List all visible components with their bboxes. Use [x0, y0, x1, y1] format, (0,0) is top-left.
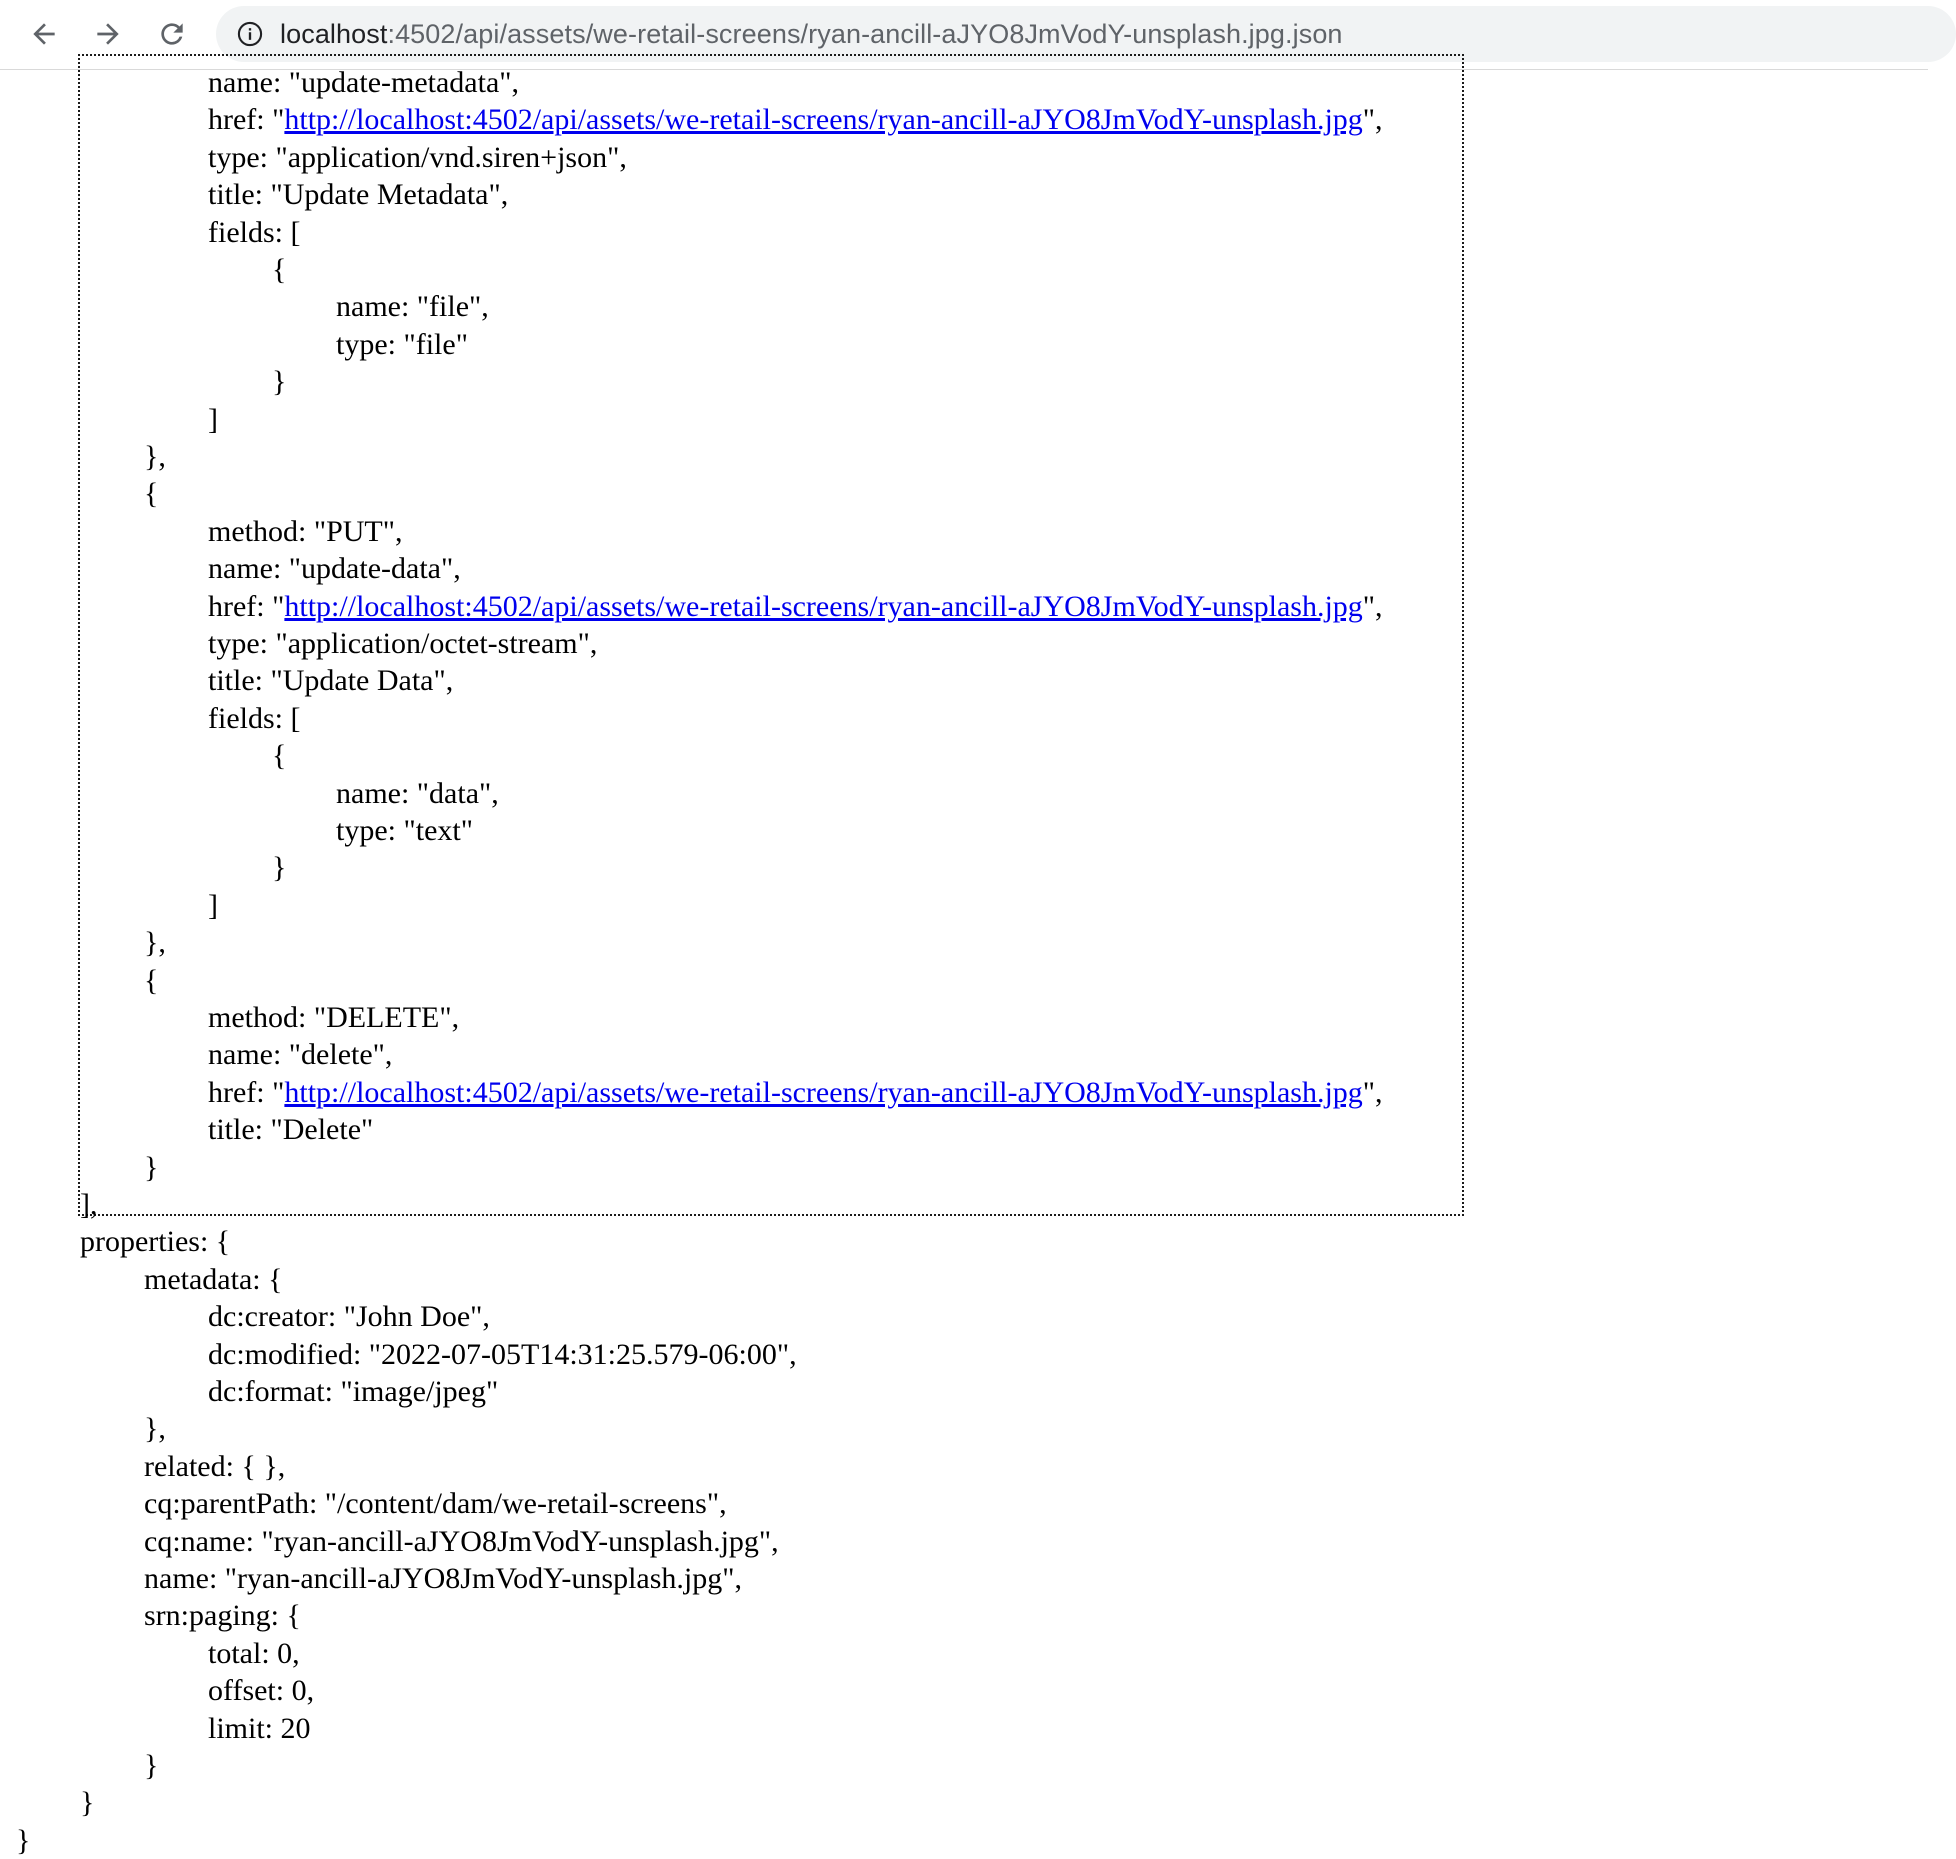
json-line: name: "data",	[336, 776, 499, 810]
json-line: }	[272, 365, 287, 399]
json-line: {	[144, 963, 159, 997]
json-line: title: "Delete"	[208, 1113, 374, 1147]
json-line: name: "update-data",	[208, 552, 461, 586]
json-line: limit: 20	[208, 1711, 311, 1745]
json-line: type: "text"	[336, 814, 473, 847]
json-line: },	[144, 1412, 166, 1446]
json-line: {	[272, 253, 287, 286]
json-punctuation: ",	[1362, 1075, 1383, 1109]
json-line	[208, 101, 1383, 138]
href-link[interactable]: http://localhost:4502/api/assets/we-retail-screens/ryan-ancill-aJYO8JmVodY-unsplash.jpg	[284, 1075, 1363, 1109]
json-line: fields: [	[208, 701, 301, 735]
json-line: title: "Update Metadata",	[208, 178, 509, 212]
json-line: }	[16, 1823, 31, 1857]
json-line: ]	[208, 402, 218, 436]
json-line: type: "file"	[336, 327, 468, 361]
json-line: related: { },	[144, 1449, 286, 1483]
url-text[interactable]	[280, 19, 1343, 50]
info-circle-icon[interactable]	[236, 20, 264, 48]
json-line: }	[80, 1786, 95, 1820]
json-line: type: "application/vnd.siren+json",	[208, 140, 627, 174]
json-line: }	[272, 851, 287, 885]
json-line: cq:name: "ryan-ancill-aJYO8JmVodY-unsplash.jpg",	[144, 1524, 779, 1558]
json-line: method: "PUT",	[208, 514, 403, 548]
json-line: dc:modified: "2022-07-05T14:31:25.579-06:00",	[208, 1337, 797, 1371]
json-line: offset: 0,	[208, 1674, 315, 1708]
json-line: },	[144, 926, 166, 960]
json-punctuation: ",	[1362, 103, 1383, 137]
json-line	[208, 588, 1383, 625]
json-line: name: "ryan-ancill-aJYO8JmVodY-unsplash.jpg",	[144, 1562, 743, 1595]
json-key: href: "	[208, 103, 285, 137]
json-line: metadata: {	[144, 1262, 283, 1296]
json-line: name: "delete",	[208, 1038, 393, 1072]
page-content	[0, 66, 1928, 1857]
json-line: },	[144, 440, 166, 473]
url-host: localhost	[280, 18, 388, 49]
arrow-right-icon	[92, 18, 124, 50]
reload-icon	[156, 18, 188, 50]
json-line: dc:creator: "John Doe",	[208, 1300, 490, 1334]
json-key: href: "	[208, 589, 285, 623]
json-line: {	[144, 477, 159, 511]
json-line: dc:format: "image/jpeg"	[208, 1375, 499, 1408]
json-line: title: "Update Data",	[208, 664, 454, 698]
json-line: cq:parentPath: "/content/dam/we-retail-screens",	[144, 1487, 727, 1521]
json-line: name: "file",	[336, 290, 489, 324]
json-line: ]	[208, 888, 218, 922]
json-line: ],	[80, 1188, 98, 1221]
json-line: name: "update-metadata",	[208, 66, 520, 99]
back-button[interactable]	[20, 10, 68, 58]
json-line: }	[144, 1749, 159, 1782]
json-line: srn:paging: {	[144, 1599, 301, 1633]
json-punctuation: ",	[1362, 589, 1383, 623]
json-line: total: 0,	[208, 1636, 300, 1670]
json-line: }	[144, 1150, 159, 1184]
reload-button[interactable]	[148, 10, 196, 58]
json-key: href: "	[208, 1075, 285, 1109]
address-bar[interactable]	[216, 6, 1956, 62]
json-line: type: "application/octet-stream",	[208, 627, 598, 660]
browser-toolbar	[0, 0, 1928, 70]
json-line: fields: [	[208, 215, 301, 249]
json-line: method: "DELETE",	[208, 1001, 460, 1034]
href-link[interactable]: http://localhost:4502/api/assets/we-retail-screens/ryan-ancill-aJYO8JmVodY-unsplash.jpg	[284, 103, 1363, 137]
json-line: properties: {	[80, 1225, 231, 1259]
forward-button[interactable]	[84, 10, 132, 58]
href-link[interactable]: http://localhost:4502/api/assets/we-retail-screens/ryan-ancill-aJYO8JmVodY-unsplash.jpg	[284, 589, 1363, 623]
arrow-left-icon	[28, 18, 60, 50]
json-line: {	[272, 739, 287, 773]
json-line	[208, 1074, 1383, 1111]
url-path: :4502/api/assets/we-retail-screens/ryan-ancill-aJYO8JmVodY-unsplash.jpg.json	[387, 18, 1343, 49]
